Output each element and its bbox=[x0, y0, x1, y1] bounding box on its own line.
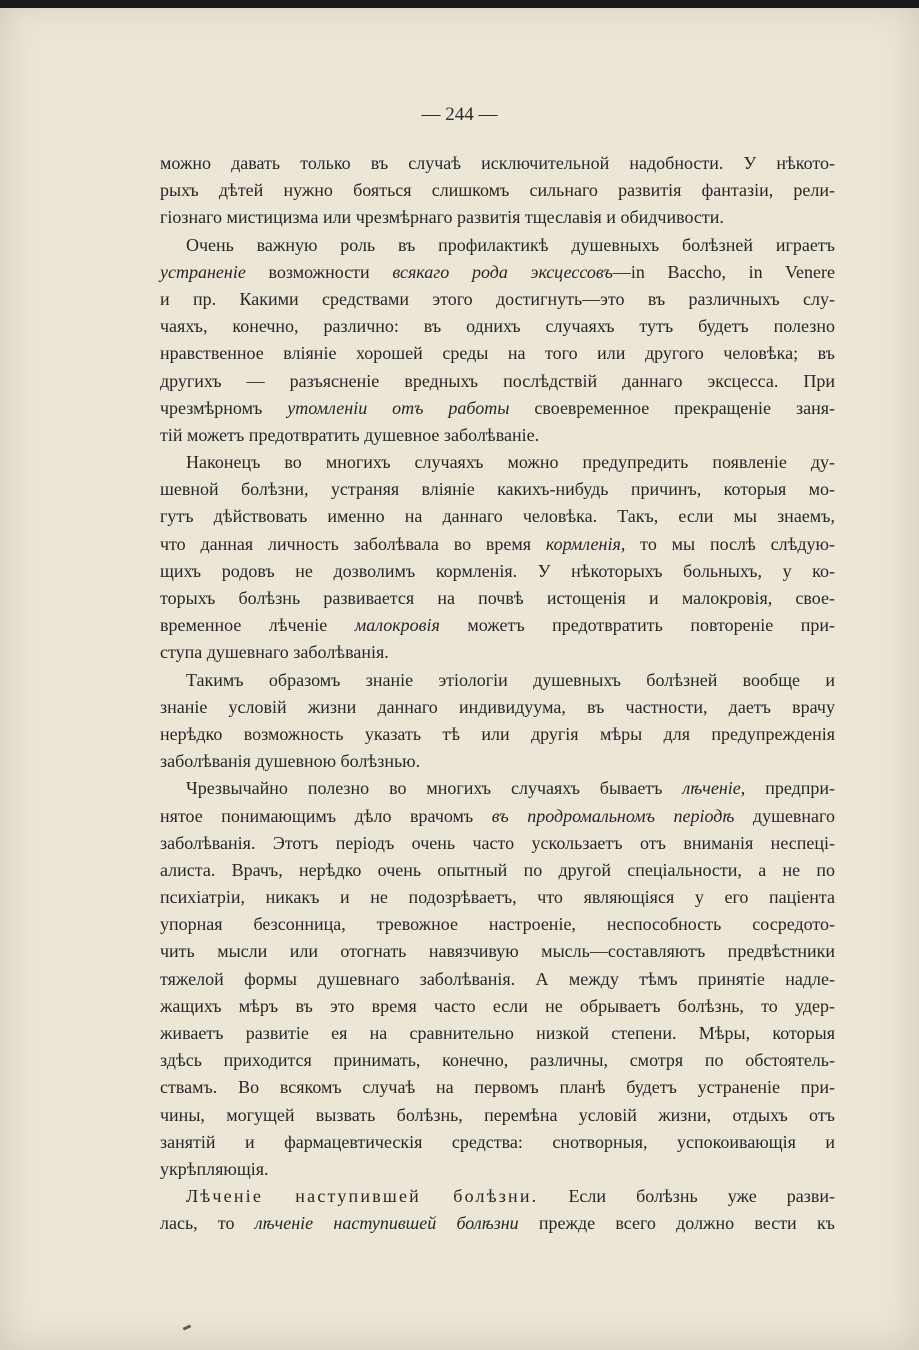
text-span: ступа душевнаго заболѣванія. bbox=[160, 642, 389, 663]
text-line bbox=[160, 1183, 835, 1210]
text-span: торыхъ болѣзнь развивается на почвѣ истощенія и малокровія, свое- bbox=[160, 588, 835, 608]
italic-text: утомленіи отъ работы bbox=[287, 397, 510, 418]
text-span: алиста. Врачъ, нерѣдко очень опытный по другой спеціальности, а не по bbox=[160, 859, 835, 880]
text-span: можно давать только въ случаѣ исключительной надобности. У нѣкото- bbox=[160, 153, 835, 173]
spaced-heading-text: Лѣченіе наступившей болѣзни. bbox=[186, 1186, 539, 1207]
text-line bbox=[160, 639, 835, 666]
text-span: упорная безсонница, тревожное настроеніе, неспособность сосредото- bbox=[160, 914, 835, 935]
text-line bbox=[160, 830, 835, 857]
text-span: что данная личность заболѣвала во время bbox=[160, 533, 546, 554]
page-number: — 244 — bbox=[421, 104, 498, 125]
italic-text: лѣченіе наступившей болѣзни bbox=[254, 1213, 519, 1234]
text-span: тій можетъ предотвратить душевное заболѣваніе. bbox=[160, 424, 540, 445]
text-line bbox=[160, 993, 835, 1020]
text-span: гутъ дѣйствовать именно на даннаго человѣка. Такъ, если мы знаемъ, bbox=[160, 506, 835, 527]
text-line bbox=[160, 1156, 835, 1183]
italic-text: малокровія bbox=[354, 615, 440, 636]
text-span: тяжелой формы душевнаго заболѣванія. А между тѣмъ принятіе надле- bbox=[160, 968, 835, 989]
text-line bbox=[160, 694, 835, 721]
italic-text: кормленія bbox=[545, 533, 621, 554]
text-span: жащихъ мѣръ въ это время часто если не обрываетъ болѣзнь, то удер- bbox=[160, 995, 835, 1016]
text-line bbox=[160, 531, 835, 558]
text-span: заболѣванія. Этотъ періодъ очень часто ускользаетъ отъ вниманія неспеці- bbox=[160, 832, 835, 853]
text-span: своевременное прекращеніе заня- bbox=[509, 397, 835, 418]
text-span: можетъ предотвратить повтореніе при- bbox=[439, 615, 835, 636]
text-line bbox=[160, 884, 835, 911]
text-span: укрѣпляющія. bbox=[160, 1158, 269, 1179]
text-span: душевнаго bbox=[734, 805, 835, 826]
text-line bbox=[160, 150, 835, 177]
italic-text: въ продромальномъ періодѣ bbox=[491, 805, 735, 826]
ink-speck bbox=[183, 1324, 192, 1330]
text-line bbox=[160, 395, 835, 422]
text-span: знаніе условій жизни даннаго индивидуума, въ частности, даетъ врачу bbox=[160, 696, 835, 717]
text-span: чрезмѣрномъ bbox=[160, 397, 288, 418]
text-span: Такимъ образомъ знаніе этіологіи душевныхъ болѣзней вообще и bbox=[186, 669, 835, 690]
text-line bbox=[160, 368, 835, 395]
italic-text: лѣченіе bbox=[682, 778, 741, 799]
text-line bbox=[160, 667, 835, 694]
text-span: другихъ — разъясненіе вредныхъ послѣдствій даннаго эксцесса. При bbox=[160, 370, 835, 391]
text-span: занятій и фармацевтическія средства: снотворныя, успокоивающія и bbox=[160, 1131, 835, 1152]
text-span: чить мысли или отогнать навязчивую мысль—составляютъ предвѣстники bbox=[160, 941, 835, 962]
text-span: рыхъ дѣтей нужно бояться слишкомъ сильнаго развитія фантазіи, рели- bbox=[160, 180, 835, 201]
text-line bbox=[160, 476, 835, 503]
text-line bbox=[160, 449, 835, 476]
text-span: живаетъ развитіе ея на сравнительно низкой степени. Мѣры, которыя bbox=[160, 1023, 835, 1043]
text-line bbox=[160, 775, 835, 802]
text-line bbox=[160, 340, 835, 367]
text-span: временное лѣченіе bbox=[160, 615, 355, 636]
text-span: прежде всего должно вести къ bbox=[518, 1213, 835, 1234]
text-span: гіознаго мистицизма или чрезмѣрнаго развитія тщеславія и обидчивости. bbox=[160, 207, 724, 228]
text-line bbox=[160, 1102, 835, 1129]
text-span: щихъ родовъ не дозволимъ кормленія. У нѣкоторыхъ больныхъ, у ко- bbox=[160, 560, 835, 581]
text-span: чины, могущей вызвать болѣзнь, перемѣна условій жизни, отдыхъ отъ bbox=[160, 1104, 835, 1125]
text-span: и пр. Какими средствами этого достигнуть—это въ различныхъ слу- bbox=[160, 288, 835, 309]
text-line bbox=[160, 1020, 835, 1047]
text-span: здѣсь приходится принимать, конечно, различны, смотря по обстоятель- bbox=[160, 1050, 835, 1071]
text-line bbox=[160, 1074, 835, 1101]
text-span: психіатріи, никакъ и не подозрѣваетъ, что являющіяся у его паціента bbox=[160, 887, 835, 908]
text-span: чаяхъ, конечно, различно: въ однихъ случаяхъ тутъ будетъ полезно bbox=[160, 316, 835, 337]
text-line bbox=[160, 911, 835, 938]
text-span: Очень важную роль въ профилактикѣ душевныхъ болѣзней играетъ bbox=[186, 234, 835, 255]
text-span: возможности bbox=[245, 261, 393, 282]
body-text bbox=[160, 150, 835, 1238]
italic-text: всякаго рода эксцессовъ bbox=[392, 261, 613, 282]
text-span: нятое понимающимъ дѣло врачомъ bbox=[160, 805, 492, 826]
text-span: лась, то bbox=[160, 1213, 255, 1234]
text-line bbox=[160, 1129, 835, 1156]
text-line bbox=[160, 1047, 835, 1074]
text-span: —in Baccho, in Venere bbox=[612, 261, 835, 282]
scan-edge bbox=[0, 0, 919, 8]
text-span: , предпри- bbox=[740, 778, 835, 799]
italic-text: устраненіе bbox=[160, 261, 246, 282]
text-line bbox=[160, 313, 835, 340]
text-line bbox=[160, 503, 835, 530]
text-span: Чрезвычайно полезно во многихъ случаяхъ бываетъ bbox=[186, 778, 683, 799]
text-line bbox=[160, 721, 835, 748]
text-line bbox=[160, 612, 835, 639]
text-span: ствамъ. Во всякомъ случаѣ на первомъ планѣ будетъ устраненіе при- bbox=[160, 1077, 835, 1098]
text-line bbox=[160, 966, 835, 993]
text-span: заболѣванія душевною болѣзнью. bbox=[160, 751, 421, 772]
text-line bbox=[160, 286, 835, 313]
text-line bbox=[160, 422, 835, 449]
text-line bbox=[160, 938, 835, 965]
text-line bbox=[160, 748, 835, 775]
text-line bbox=[160, 1210, 835, 1237]
text-span: Наконецъ во многихъ случаяхъ можно предупредить появленіе ду- bbox=[186, 452, 835, 473]
text-line bbox=[160, 803, 835, 830]
text-line bbox=[160, 259, 835, 286]
text-line bbox=[160, 204, 835, 231]
text-span: нравственное вліяніе хорошей среды на того или другого человѣка; въ bbox=[160, 343, 835, 364]
text-line bbox=[160, 232, 835, 259]
text-span: нерѣдко возможность указать тѣ или другія мѣры для предупрежденія bbox=[160, 723, 835, 744]
text-span: Если болѣзнь уже разви- bbox=[538, 1186, 835, 1207]
text-line bbox=[160, 585, 835, 612]
text-span: шевной болѣзни, устраняя вліяніе какихъ-нибудь причинъ, которыя мо- bbox=[160, 479, 835, 500]
text-line bbox=[160, 177, 835, 204]
text-line bbox=[160, 558, 835, 585]
text-line bbox=[160, 857, 835, 884]
text-span: , то мы послѣ слѣдую- bbox=[620, 533, 835, 554]
